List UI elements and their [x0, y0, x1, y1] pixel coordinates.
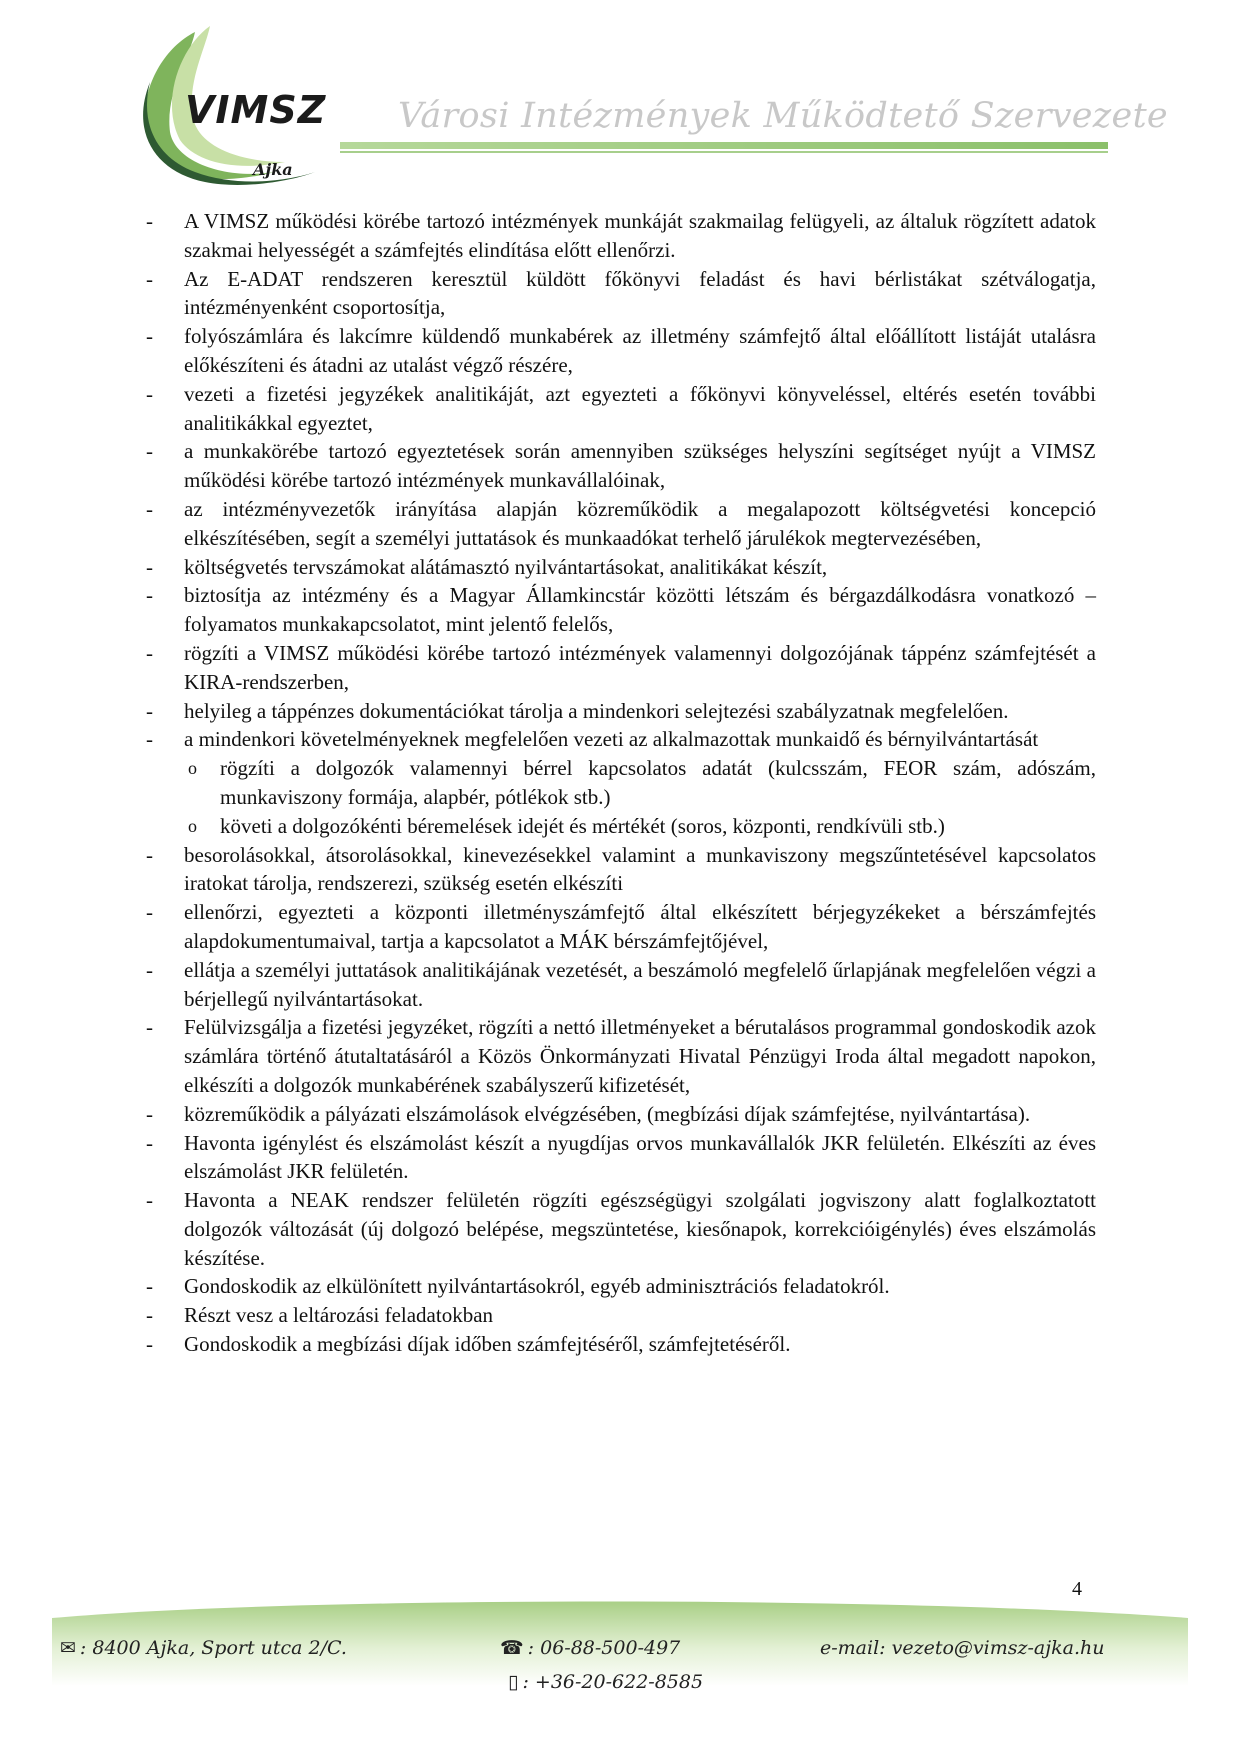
list-item-text: költségvetés tervszámokat alátámasztó nyilvántartásokat, analitikákat készít,: [184, 554, 828, 579]
list-item: [146, 495, 1096, 553]
list-bullet: -: [146, 1332, 153, 1357]
list-item-text: helyileg a táppénzes dokumentációkat tárolja a mindenkori selejtezési szabályzatnak megfelelően.: [184, 698, 1009, 723]
sub-list-item-text: rögzíti a dolgozók valamennyi bérrel kapcsolatos adatát (kulcsszám, FEOR szám, adószám, munkaviszony formája, alapbér, pótlékok stb.): [220, 756, 1096, 809]
list-item-text: Havonta a NEAK rendszer felületén rögzíti egészségügyi szolgálati jogviszony alatt foglalkoztatott dolgozók változását (új dolgozó belépése, megszüntetése, kiesőnapok, korrekcióigénylés) éves elszámolás készítése.: [184, 1188, 1096, 1270]
list-item: [146, 581, 1096, 639]
list-bullet: -: [146, 439, 153, 464]
list-item: [146, 1100, 1096, 1129]
list-item: [146, 322, 1096, 380]
list-bullet: -: [146, 583, 153, 608]
list-bullet: -: [146, 1303, 153, 1328]
footer-phone: [500, 1637, 680, 1659]
list-bullet: -: [146, 1101, 153, 1126]
list-item-text: besorolásokkal, átsorolásokkal, kinevezésekkel valamint a munkaviszony megszűntetésével kapcsolatos iratokat tárolja, rendszerezi, szükség esetén elkészíti: [184, 842, 1096, 896]
sub-list-bullet: o: [188, 758, 197, 779]
list-bullet: -: [146, 381, 153, 406]
list-item: [146, 1129, 1096, 1187]
list-item-text: közreműködik a pályázati elszámolások elvégzésében, (megbízási díjak számfejtése, nyilvántartása).: [184, 1101, 1031, 1126]
footer-phone-text: : 06-88-500-497: [527, 1637, 681, 1659]
header-divider: [340, 142, 1108, 149]
list-item: [146, 956, 1096, 1014]
list-bullet: -: [146, 640, 153, 665]
list-item-text: Gondoskodik az elkülönített nyilvántartásokról, egyéb adminisztrációs feladatokról.: [184, 1274, 890, 1299]
envelope-icon: ✉: [60, 1637, 76, 1659]
list-bullet: -: [146, 727, 153, 752]
list-item: [146, 841, 1096, 899]
list-bullet: -: [146, 698, 153, 723]
list-item-text: Részt vesz a leltározási feladatokban: [184, 1303, 494, 1328]
list-item-text: Havonta igénylést és elszámolást készít a nyugdíjas orvos munkavállalók JKR felületén. Elkészíti az éves elszámolást JKR felületén.: [184, 1130, 1096, 1184]
mobile-phone-icon: ▯: [508, 1671, 519, 1693]
logo-wordmark: VIMSZ: [185, 88, 327, 132]
list-item: [146, 1186, 1096, 1272]
list-bullet: -: [146, 324, 153, 349]
list-bullet: -: [146, 1274, 153, 1299]
list-item: [146, 1301, 1096, 1330]
list-item-text: a munkakörébe tartozó egyeztetések során amennyiben szükséges helyszíni segítséget nyújt a VIMSZ működési körébe tartozó intézmények munkavállalóinak,: [184, 439, 1096, 493]
list-item: [146, 553, 1096, 582]
sub-list-item: [146, 812, 1096, 841]
telephone-icon: ☎: [500, 1637, 524, 1659]
list-bullet: -: [146, 1188, 153, 1213]
list-item-text: folyószámlára és lakcímre küldendő munkabérek az illetmény számfejtő által előállított listáját utalásra előkészíteni és átadni az utalást végző részére,: [184, 324, 1096, 377]
list-item-text: Az E-ADAT rendszeren keresztül küldött főkönyvi feladást és havi bérlistákat szétválogatja, intézményenként csoportosítja,: [184, 266, 1096, 320]
list-bullet: -: [146, 1130, 153, 1155]
footer-mobile: [508, 1671, 703, 1693]
list-item-text: A VIMSZ működési körébe tartozó intézmények munkáját szakmailag felügyeli, az általuk rögzített adatok szakmai helyességét a számfejtés elindítása előtt ellenőrzi.: [184, 209, 1096, 262]
list-item: [146, 1013, 1096, 1099]
footer-address-text: : 8400 Ajka, Sport utca 2/C.: [79, 1637, 347, 1659]
logo-city: Ajka: [253, 160, 293, 179]
sub-list-item-text: követi a dolgozókénti béremelések idejét és mértékét (soros, központi, rendkívüli stb.): [220, 813, 945, 838]
footer-email: e-mail: vezeto@vimsz-ajka.hu: [820, 1637, 1105, 1659]
list-bullet: -: [146, 1015, 153, 1040]
header-divider-thin: [340, 151, 1108, 153]
page-number: 4: [1072, 1578, 1082, 1600]
footer-address: [60, 1637, 347, 1659]
list-bullet: -: [146, 496, 153, 521]
list-item-text: ellenőrzi, egyezteti a központi illetményszámfejtő által elkészített bérjegyzékeket a bérszámfejtés alapdokumentumaival, tartja a kapcsolatot a MÁK bérszámfejtőjével,: [184, 900, 1096, 953]
list-item: [146, 725, 1096, 754]
list-item: [146, 265, 1096, 323]
list-item: [146, 380, 1096, 438]
list-item-text: az intézményvezetők irányítása alapján közreműködik a megalapozott költségvetési koncepció elkészítésében, segít a személyi juttatások és munkaadókat terhelő járulékok megtervezésében,: [184, 496, 1096, 550]
duties-list: [146, 207, 1096, 1359]
list-item: [146, 639, 1096, 697]
sub-list-bullet: o: [188, 815, 197, 836]
list-bullet: -: [146, 209, 153, 233]
list-item: [146, 1272, 1096, 1301]
list-item-text: a mindenkori követelményeknek megfelelően vezeti az alkalmazottak munkaidő és bérnyilvántartását: [184, 727, 1039, 752]
vimsz-logo: [135, 22, 345, 192]
list-bullet: -: [146, 957, 153, 982]
list-item: [146, 1330, 1096, 1359]
list-item: [146, 697, 1096, 726]
list-item: [146, 207, 1096, 265]
sub-list-item: [146, 754, 1096, 812]
list-item-text: vezeti a fizetési jegyzékek analitikáját, azt egyezteti a főkönyvi könyveléssel, eltérés esetén további analitikákkal egyeztet,: [184, 381, 1096, 435]
list-item: [146, 898, 1096, 956]
list-item: [146, 437, 1096, 495]
list-item-text: ellátja a személyi juttatások analitikájának vezetését, a beszámoló megfelelő űrlapjának megfelelően végzi a bérjellegű nyilvántartásokat.: [184, 957, 1096, 1011]
list-item-text: biztosítja az intézmény és a Magyar Államkincstár közötti létszám és bérgazdálkodásra vonatkozó – folyamatos munkakapcsolatot, mint jelentő felelős,: [184, 583, 1096, 637]
list-item-text: Gondoskodik a megbízási díjak időben számfejtéséről, számfejtetéséről.: [184, 1332, 791, 1357]
list-item-text: rögzíti a VIMSZ működési körébe tartozó intézmények valamennyi dolgozójának táppénz számfejtését a KIRA-rendszerben,: [184, 640, 1096, 694]
list-bullet: -: [146, 554, 153, 579]
footer-mobile-text: : +36-20-622-8585: [522, 1671, 704, 1693]
list-bullet: -: [146, 266, 153, 291]
list-item-text: Felülvizsgálja a fizetési jegyzéket, rögzíti a nettó illetményeket a bérutalásos programmal gondoskodik azok számlára történő átutaltatásáról a Közös Önkormányzati Hivatal Pénzügyi Iroda által megadott napokon, elkészíti a dolgozók munkabérének szabályszerű kifizetését,: [184, 1015, 1096, 1097]
list-bullet: -: [146, 842, 153, 867]
organization-name: Városi Intézmények Működtető Szervezete: [398, 96, 1168, 136]
list-bullet: -: [146, 900, 153, 925]
